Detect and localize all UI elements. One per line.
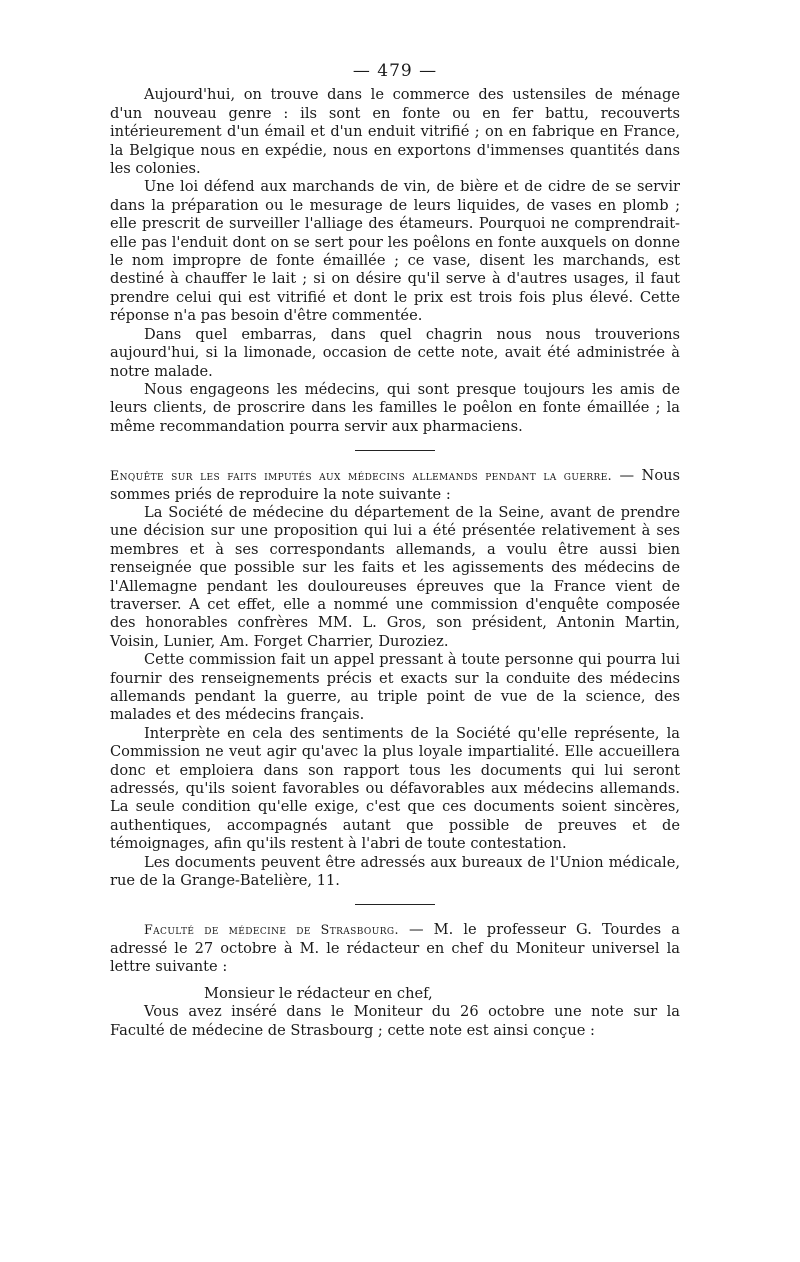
paragraph: Cette commission fait un appel pressant à toute personne qui pourra lui fournir des renseignements précis et exacts sur la conduite des médecins allemands pendant la guerre, au triple point de vue de la science, des malades et des médecins français.: [110, 651, 680, 724]
section-heading-title: Enquête sur les faits imputés aux médecins allemands pendant la guerre.: [110, 468, 613, 484]
section-inquiry-german-doctors: [110, 467, 680, 890]
section-strasbourg-faculty: [110, 921, 680, 1039]
paragraph: Vous avez inséré dans le Moniteur du 26 octobre une note sur la Faculté de médecine de Strasbourg ; cette note est ainsi conçue :: [110, 1003, 680, 1039]
paragraph: Aujourd'hui, on trouve dans le commerce des ustensiles de ménage d'un nouveau genre : ils sont en fonte ou en fer battu, recouverts intérieurement d'un émail et d'un enduit vitrifié ; on en fabrique en France, la Belgique nous en expédie, nous en exportons d'immenses quantités dans les colonies.: [110, 86, 680, 178]
document-page: [110, 62, 680, 1040]
page-number: — 479 —: [352, 61, 438, 81]
letter-salutation: Monsieur le rédacteur en chef,: [204, 984, 433, 1002]
paragraph: Interprète en cela des sentiments de la Société qu'elle représente, la Commission ne veut agir qu'avec la plus loyale impartialité. Elle accueillera donc et emploiera dans son rapport tous les documents qui lui seront adressés, qu'ils soient favorables ou défavorables aux médecins allemands. La seule condition qu'elle exige, c'est que ces documents soient sincères, authentiques, accompagnés autant que possible de preuves et de témoignages, afin qu'ils restent à l'abri de toute contestation.: [110, 724, 680, 853]
section-divider: [355, 904, 435, 905]
paragraph: La Société de médecine du département de la Seine, avant de prendre une décision sur une proposition qui lui a été présentée relativement à ses membres et à ses correspondants allemands, a voulu être aussi bien renseignée que possible sur les faits et les agissements des médecins de l'Allemagne pendant les douloureuses épreuves que la France vient de traverser. A cet effet, elle a nommé une commission d'enquête composée des honorables confrères MM. L. Gros, son président, Antonin Martin, Voisin, Lunier, Am. Forget Charrier, Duroziez.: [110, 503, 680, 650]
section-heading-text: — M. le professeur G. Tourdes a adressé le 27 octobre à M. le rédacteur en chef du Moniteur universel la lettre suivante :: [110, 921, 680, 976]
section-divider: [355, 450, 435, 451]
section-heading: [110, 921, 680, 976]
paragraph: Les documents peuvent être adressés aux bureaux de l'Union médicale, rue de la Grange-Batelière, 11.: [110, 853, 680, 890]
section-heading-text: — Nous sommes priés de reproduire la note suivante :: [110, 467, 680, 503]
section-heading: [110, 467, 680, 504]
section-enamel-cookware: [110, 86, 680, 436]
paragraph: Nous engageons les médecins, qui sont presque toujours les amis de leurs clients, de proscrire dans les familles le poêlon en fonte émaillée ; la même recommandation pourra servir aux pharmaciens.: [110, 380, 680, 435]
paragraph: Dans quel embarras, dans quel chagrin nous nous trouverions aujourd'hui, si la limonade, occasion de cette note, avait été administrée à notre malade.: [110, 325, 680, 380]
section-heading-title: Faculté de médecine de Strasbourg.: [144, 922, 399, 938]
paragraph: Une loi défend aux marchands de vin, de bière et de cidre de se servir dans la préparation ou le mesurage de leurs liquides, de vases en plomb ; elle prescrit de surveiller l'alliage des étameurs. Pourquoi ne comprendrait-elle pas l'enduit dont on se sert pour les poêlons en fonte auxquels on donne le nom impropre de fonte émaillée ; ce vase, disent les marchands, est destiné à chauffer le lait ; si on désire qu'il serve à d'autres usages, il faut prendre celui qui est vitrifié et dont le prix est trois fois plus élevé. Cette réponse n'a pas besoin d'être commentée.: [110, 178, 680, 325]
